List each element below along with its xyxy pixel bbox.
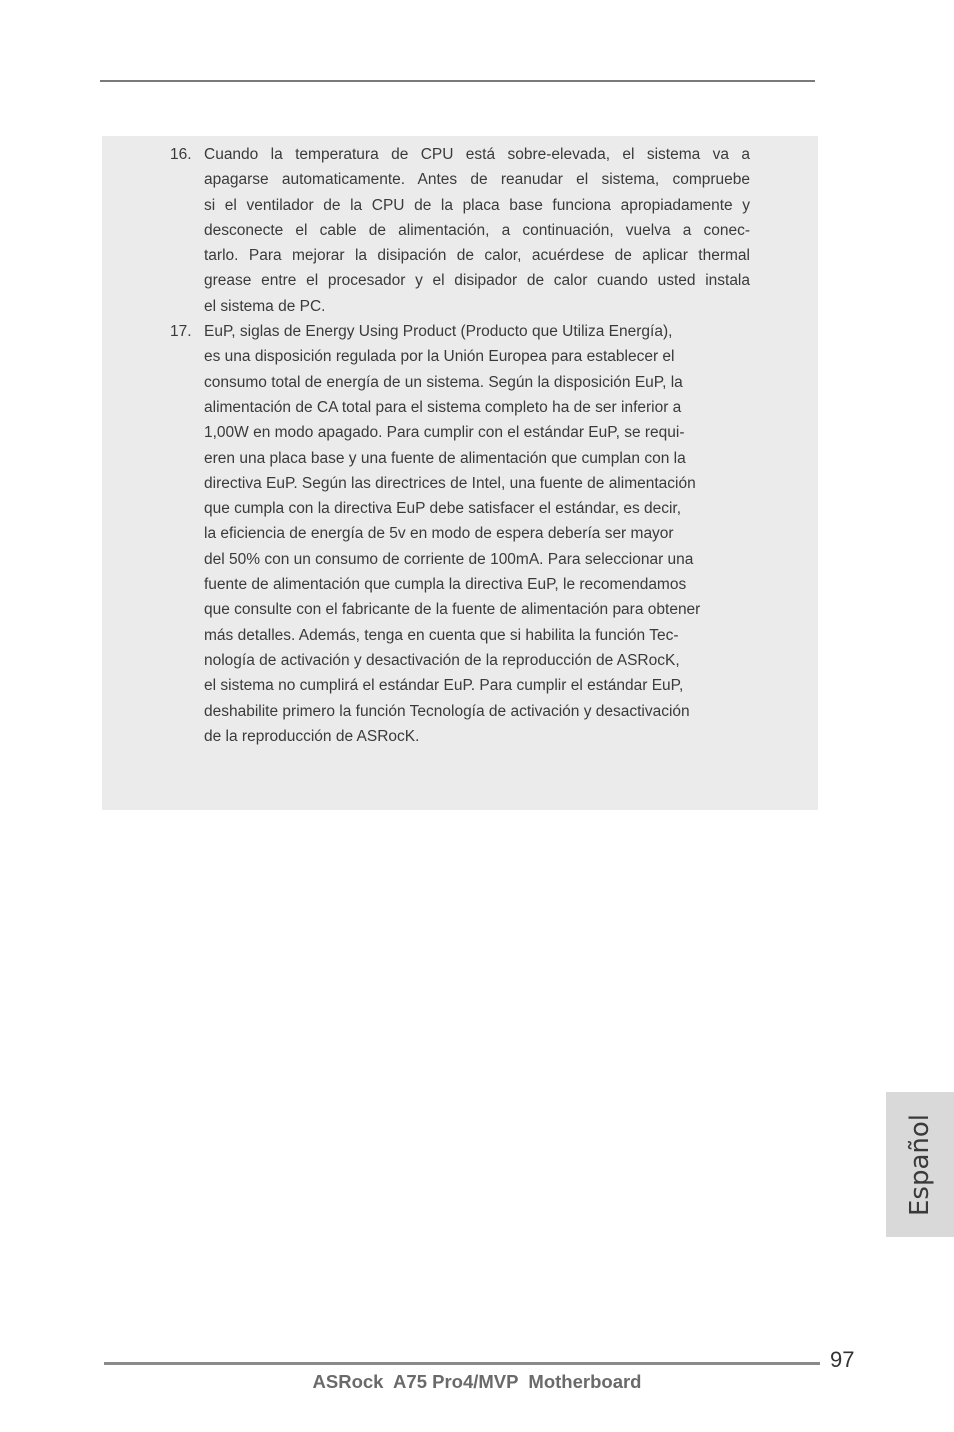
note-line: deshabilite primero la función Tecnología de activación y desactivación — [204, 702, 690, 720]
note-item-17 — [170, 319, 750, 749]
note-line: que consulte con el fabricante de la fuente de alimentación para obtener — [204, 601, 701, 619]
page-number: 97 — [830, 1347, 855, 1372]
note-line: de la reproducción de ASRocK. — [204, 727, 420, 745]
note-line: EuP, siglas de Energy Using Product (Producto que Utiliza Energía), — [204, 323, 673, 341]
note-line: fuente de alimentación que cumpla la directiva EuP, le recomendamos — [204, 576, 687, 594]
note-number: 17. — [170, 323, 192, 341]
note-line: si el ventilador de la CPU de la placa base funciona apropiadamente y — [204, 196, 750, 214]
note-line: del 50% con un consumo de corriente de 100mA. Para seleccionar una — [204, 550, 694, 568]
note-line: tarlo. Para mejorar la disipación de calor, acuérdese de aplicar thermal — [204, 247, 750, 265]
note-line: es una disposición regulada por la Unión Europea para establecer el — [204, 348, 675, 366]
footer-rule — [104, 1362, 820, 1365]
note-line: desconecte el cable de alimentación, a continuación, vuelva a conec- — [204, 221, 750, 239]
note-line: eren una placa base y una fuente de alimentación que cumplan con la — [204, 449, 686, 467]
note-item-16 — [170, 142, 750, 319]
notes-list — [170, 142, 750, 749]
note-line: alimentación de CA total para el sistema completo ha de ser inferior a — [204, 398, 682, 416]
note-line: directiva EuP. Según las directrices de Intel, una fuente de alimentación — [204, 474, 696, 492]
footer-title: ASRock A75 Pro4/MVP Motherboard — [312, 1371, 642, 1392]
language-tab-label: Español — [905, 1113, 935, 1216]
header-rule — [100, 80, 815, 82]
note-line: apagarse automaticamente. Antes de reanudar el sistema, compruebe — [204, 171, 750, 189]
note-line: el sistema de PC. — [204, 297, 326, 315]
note-line: nología de activación y desactivación de la reproducción de ASRocK, — [204, 651, 680, 669]
note-line: el sistema no cumplirá el estándar EuP. Para cumplir el estándar EuP, — [204, 677, 684, 695]
language-tab — [886, 1092, 954, 1237]
note-line: grease entre el procesador y el disipador de calor cuando usted instala — [204, 272, 750, 290]
note-line: Cuando la temperatura de CPU está sobre-elevada, el sistema va a — [204, 146, 750, 163]
note-line: que cumpla con la directiva EuP debe satisfacer el estándar, es decir, — [204, 500, 682, 518]
note-number: 16. — [170, 146, 192, 163]
note-line: consumo total de energía de un sistema. Según la disposición EuP, la — [204, 373, 683, 391]
note-line: más detalles. Además, tenga en cuenta que si habilita la función Tec- — [204, 626, 679, 644]
note-line: 1,00W en modo apagado. Para cumplir con el estándar EuP, se requi- — [204, 424, 685, 442]
note-line: la eficiencia de energía de 5v en modo de espera debería ser mayor — [204, 525, 674, 543]
